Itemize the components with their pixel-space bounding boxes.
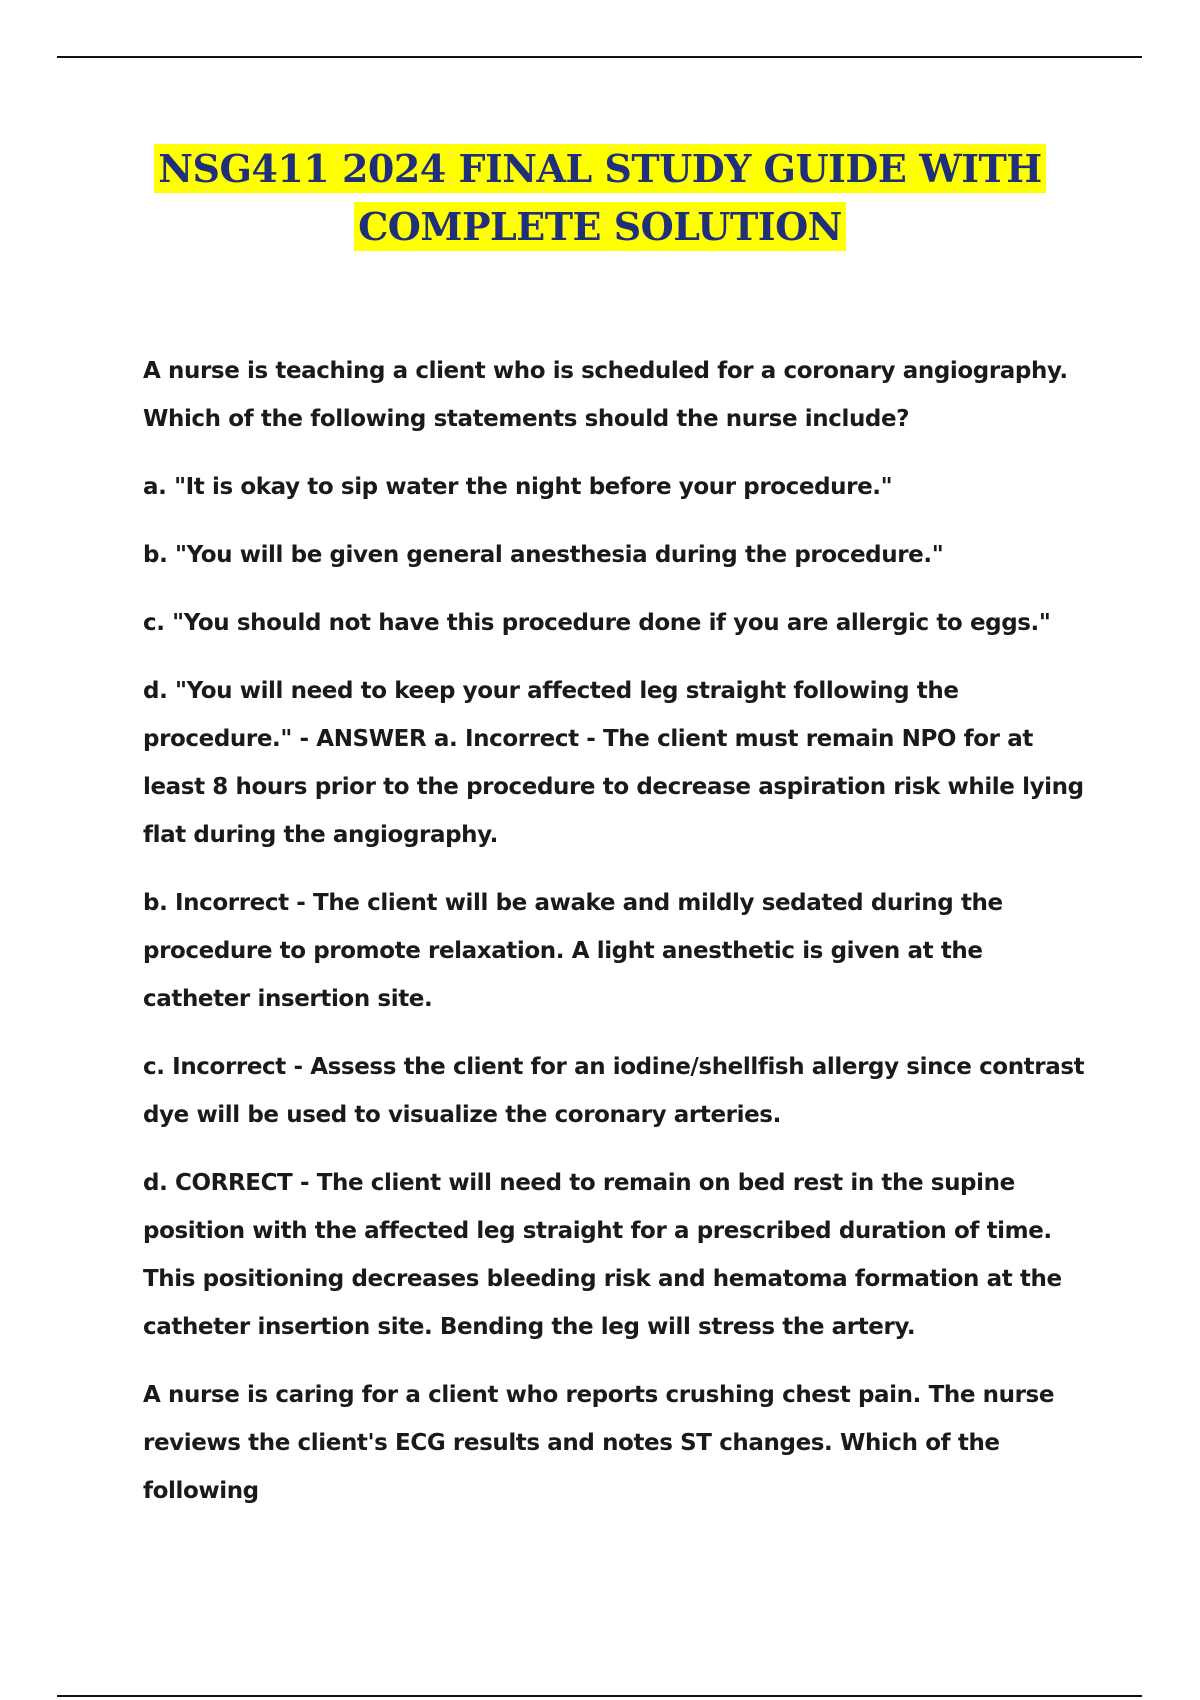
question-1-stem: A nurse is teaching a client who is scheduled for a coronary angiography. Which of the following statements should the nurse include? [143, 358, 1068, 432]
bottom-horizontal-rule [57, 1695, 1142, 1697]
answer-rationale-d: d. CORRECT - The client will need to remain on bed rest in the supine position with the affected leg straight for a prescribed duration of time. This positioning decreases bleeding risk and hematoma formation at the catheter insertion site. Bending the leg will stress the artery. [143, 1170, 1062, 1340]
answer-rationale-c: c. Incorrect - Assess the client for an iodine/shellfish allergy since contrast dye will be used to visualize the coronary arteries. [143, 1054, 1085, 1128]
question-1-option-c: c. "You should not have this procedure done if you are allergic to eggs." [143, 610, 1051, 636]
document-title [0, 140, 1200, 256]
question-1-option-a: a. "It is okay to sip water the night before your procedure." [143, 474, 893, 500]
top-horizontal-rule [57, 56, 1142, 58]
document-title-line-2: COMPLETE SOLUTION [354, 202, 846, 251]
document-title-line-1: NSG411 2024 FINAL STUDY GUIDE WITH [154, 144, 1045, 193]
question-2-stem: A nurse is caring for a client who reports crushing chest pain. The nurse reviews the client's ECG results and notes ST changes. Which of the following [143, 1382, 1055, 1504]
question-1-option-b: b. "You will be given general anesthesia during the procedure." [143, 542, 944, 568]
answer-rationale-b: b. Incorrect - The client will be awake and mildly sedated during the procedure to promote relaxation. A light anesthetic is given at the catheter insertion site. [143, 890, 1003, 1012]
document-body [143, 347, 1091, 1535]
question-1-option-d-and-answer-a: d. "You will need to keep your affected leg straight following the procedure." - ANSWER a. Incorrect - The client must remain NPO for at least 8 hours prior to the procedure to decrease aspiration risk while lying flat during the angiography. [143, 678, 1084, 848]
